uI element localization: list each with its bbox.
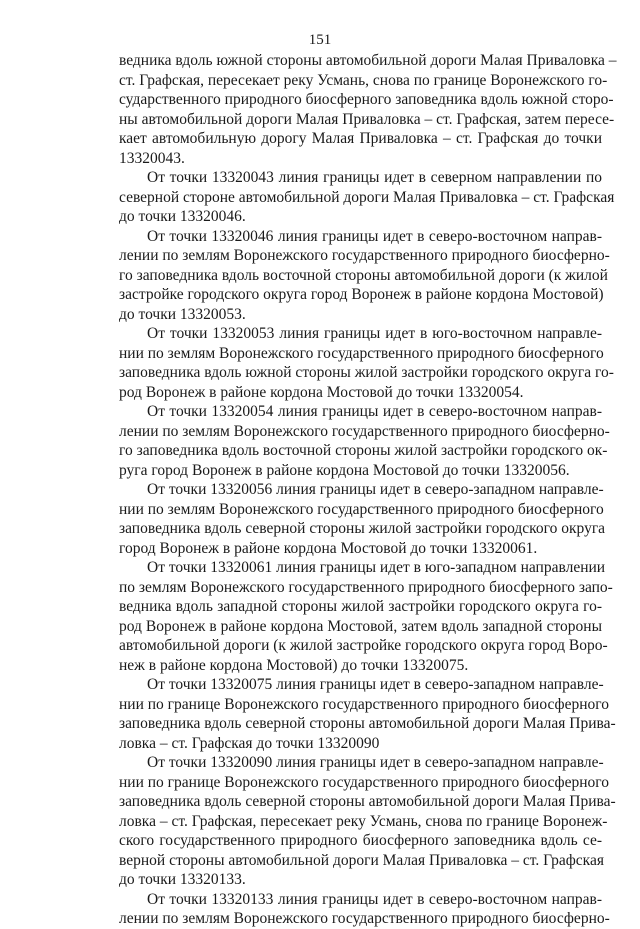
text-line: верной стороны автомобильной дороги Малая Приваловка – ст. Графская bbox=[119, 851, 604, 869]
text-line: От точки 13320061 линия границы идет в юго-западном направлении bbox=[147, 559, 606, 576]
text-line: От точки 13320043 линия границы идет в северном направлении по bbox=[147, 169, 602, 186]
text-line: до точки 13320133. bbox=[119, 871, 246, 888]
text-line: город Воронеж в районе кордона Мостовой до точки 13320061. bbox=[119, 539, 538, 557]
text-line: От точки 13320046 линия границы идет в северо-восточном направ- bbox=[147, 227, 602, 245]
text-line: От точки 13320133 линия границы идет в северо-восточном направ- bbox=[147, 890, 602, 908]
paragraph bbox=[119, 753, 616, 890]
text-line: ловка – ст. Графская до точки 13320090 bbox=[119, 734, 380, 752]
text-line: застройке городского округа город Воронеж в районе кордона Мостовой) bbox=[119, 286, 604, 303]
text-line: го заповедника вдоль восточной стороны жилой застройки городского ок- bbox=[119, 442, 608, 459]
text-line: го заповедника вдоль восточной стороны автомобильной дороги (к жилой bbox=[119, 266, 608, 284]
text-line: От точки 13320053 линия границы идет в юго-восточном направле- bbox=[147, 325, 602, 342]
text-line: до точки 13320053. bbox=[119, 305, 246, 323]
paragraph bbox=[119, 168, 615, 227]
text-line: ского государственного природного биосферного заповедника вдоль се- bbox=[119, 832, 602, 849]
text-line: лении по землям Воронежского государственного природного биосферно- bbox=[119, 422, 610, 440]
paragraph bbox=[119, 51, 617, 168]
text-line: кает автомобильную дорогу Малая Приваловка – ст. Графская до точки bbox=[119, 130, 602, 147]
text-line: заповедника вдоль южной стороны жилой застройки городского округа го- bbox=[119, 364, 614, 381]
text-line: ст. Графская, пересекает реку Усмань, снова по границе Воронежского го- bbox=[119, 71, 608, 89]
text-line: автомобильной дороги (к жилой застройке городского округа город Воро- bbox=[119, 637, 608, 654]
text-line: нии по границе Воронежского государственного природного биосферного bbox=[119, 773, 609, 791]
text-line: От точки 13320075 линия границы идет в северо-западном направле- bbox=[147, 676, 604, 693]
text-line: род Воронеж в районе кордона Мостовой до точки 13320054. bbox=[119, 383, 524, 401]
text-line: ловка – ст. Графская, пересекает реку Усмань, снова по границе Воронеж- bbox=[119, 812, 608, 830]
text-line: ведника вдоль западной стороны жилой застройки городского округа го- bbox=[119, 598, 602, 615]
text-line: до точки 13320046. bbox=[119, 208, 246, 225]
text-line: род Воронеж в районе кордона Мостовой, затем вдоль западной стороны bbox=[119, 617, 602, 635]
paragraph bbox=[119, 558, 613, 675]
paragraph bbox=[119, 227, 610, 325]
text-line: От точки 13320054 линия границы идет в северо-восточном направ- bbox=[147, 403, 602, 420]
text-line: 13320043. bbox=[119, 149, 185, 167]
text-line: лении по землям Воронежского государственного природного биосферно- bbox=[119, 247, 610, 264]
document-body bbox=[119, 51, 617, 929]
paragraph bbox=[119, 890, 610, 929]
paragraph bbox=[119, 675, 616, 753]
text-line: заповедника вдоль северной стороны автомобильной дороги Малая Прива- bbox=[119, 793, 616, 810]
text-line: ны автомобильной дороги Малая Приваловка – ст. Графская, затем пересе- bbox=[119, 110, 615, 128]
text-line: нии по землям Воронежского государственного природного биосферного bbox=[119, 500, 604, 518]
text-line: От точки 13320090 линия границы идет в северо-западном направле- bbox=[147, 754, 604, 771]
text-line: лении по землям Воронежского государственного природного биосферно- bbox=[119, 910, 610, 927]
text-line: неж в районе кордона Мостовой) до точки 13320075. bbox=[119, 656, 469, 674]
text-line: От точки 13320056 линия границы идет в северо-западном направле- bbox=[147, 481, 604, 498]
text-line: нии по границе Воронежского государственного природного биосферного bbox=[119, 695, 609, 713]
paragraph bbox=[119, 402, 610, 480]
page-number: 151 bbox=[308, 32, 332, 48]
text-line: заповедника вдоль северной стороны автомобильной дороги Малая Прива- bbox=[119, 715, 616, 732]
text-line: ведника вдоль южной стороны автомобильной дороги Малая Приваловка – bbox=[119, 52, 617, 69]
text-line: северной стороне автомобильной дороги Малая Приваловка – ст. Графская bbox=[119, 188, 615, 206]
paragraph bbox=[119, 480, 606, 558]
text-line: по землям Воронежского государственного природного биосферного запо- bbox=[119, 578, 613, 596]
text-line: руга город Воронеж в районе кордона Мостовой до точки 13320056. bbox=[119, 461, 570, 479]
text-line: сударственного природного биосферного заповедника вдоль южной сторо- bbox=[119, 91, 614, 108]
text-line: нии по землям Воронежского государственного природного биосферного bbox=[119, 344, 604, 362]
text-line: заповедника вдоль северной стороны жилой застройки городского округа bbox=[119, 520, 606, 537]
paragraph bbox=[119, 324, 614, 402]
